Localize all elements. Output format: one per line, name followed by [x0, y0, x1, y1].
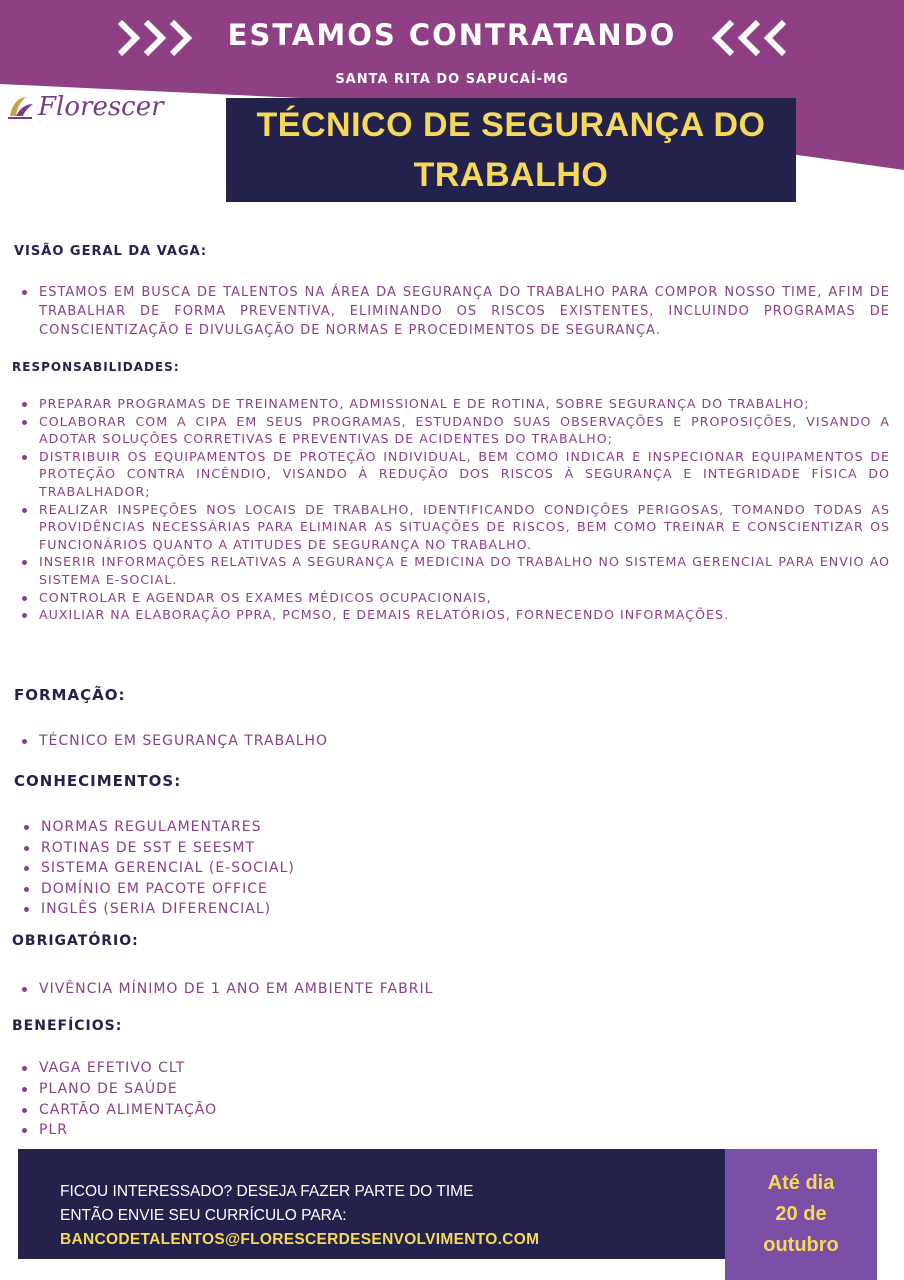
list-item: VAGA EFETIVO CLT	[22, 1058, 217, 1079]
list-item: VIVÊNCIA MÍNIMO DE 1 ANO EM AMBIENTE FABRIL	[22, 979, 433, 999]
benefits-heading: BENEFÍCIOS:	[12, 1018, 123, 1034]
list-item: NORMAS REGULAMENTARES	[24, 817, 295, 838]
job-title-line2: TRABALHO	[413, 156, 609, 194]
overview-heading: VISÃO GERAL DA VAGA:	[14, 244, 208, 259]
list-item: DISTRIBUIR OS EQUIPAMENTOS DE PROTEÇÃO INDIVIDUAL, BEM COMO INDICAR E INSPECIONAR EQUIPAMENTOS DE PROTEÇÃO CONTRA INCÊNDIO, VISANDO À REDUÇÃO DOS RISCOS À SEGURANÇA E INTEGRIDADE FÍSICA DO TRABALHADOR;	[22, 448, 890, 501]
logo-text: Florescer	[38, 92, 164, 122]
contact-email[interactable]: BANCODETALENTOS@FLORESCERDESENVOLVIMENTO.COM	[60, 1231, 540, 1248]
footer-line1: FICOU INTERESSADO? DESEJA FAZER PARTE DO TIME	[60, 1183, 474, 1200]
location: SANTA RITA DO SAPUCAÍ-MG	[335, 72, 569, 87]
list-item: ESTAMOS EM BUSCA DE TALENTOS NA ÁREA DA SEGURANÇA DO TRABALHO PARA COMPOR NOSSO TIME, AFIM DE TRABALHAR DE FORMA PREVENTIVA, ELIMINANDO OS RISCOS EXISTENTES, INCLUINDO PROGRAMAS DE CONSCIENTIZAÇÃO E DIVULGAÇÃO DE NORMAS E PROCEDIMENTOS DE SEGURANÇA.	[22, 283, 890, 340]
list-item: TÉCNICO EM SEGURANÇA TRABALHO	[22, 731, 328, 751]
required-heading: OBRIGATÓRIO:	[12, 933, 139, 949]
list-item: DOMÍNIO EM PACOTE OFFICE	[24, 879, 295, 900]
required-list	[22, 979, 433, 999]
overview-list	[22, 283, 890, 340]
footer-line2: ENTÃO ENVIE SEU CURRÍCULO PARA:	[60, 1207, 347, 1224]
list-item: AUXILIAR NA ELABORAÇÃO PPRA, PCMSO, E DEMAIS RELATÓRIOS, FORNECENDO INFORMAÇÕES.	[22, 606, 890, 624]
list-item: COLABORAR COM A CIPA EM SEUS PROGRAMAS, ESTUDANDO SUAS OBSERVAÇÕES E PROPOSIÇÕES, VISANDO A ADOTAR SOLUÇÕES CORRETIVAS E PREVENTIVAS DE ACIDENTES DO TRABALHO;	[22, 413, 890, 448]
logo	[6, 92, 164, 122]
list-item: REALIZAR INSPEÇÕES NOS LOCAIS DE TRABALHO, IDENTIFICANDO CONDIÇÕES PERIGOSAS, TOMANDO TODAS AS PROVIDÊNCIAS NECESSÁRIAS PARA ELIMINAR AS SITUAÇÕES DE RISCOS, BEM COMO TREINAR E CONSCIENTIZAR OS FUNCIONÁRIOS QUANTO A ATITUDES DE SEGURANÇA NO TRABALHO.	[22, 501, 890, 554]
list-item: CARTÃO ALIMENTAÇÃO	[22, 1100, 217, 1121]
chevrons-left-icon	[706, 16, 788, 64]
list-item: CONTROLAR E AGENDAR OS EXAMES MÉDICOS OCUPACIONAIS,	[22, 589, 890, 607]
deadline-badge	[725, 1149, 877, 1280]
deadline-line2: 20 de	[775, 1203, 827, 1225]
list-item: PLANO DE SAÚDE	[22, 1079, 217, 1100]
knowledge-list	[24, 817, 295, 920]
job-title-line1: TÉCNICO DE SEGURANÇA DO	[256, 106, 766, 144]
list-item: PREPARAR PROGRAMAS DE TREINAMENTO, ADMISSIONAL E DE ROTINA, SOBRE SEGURANÇA DO TRABALHO;	[22, 395, 890, 413]
knowledge-heading: CONHECIMENTOS:	[14, 772, 182, 790]
logo-flower-icon	[6, 94, 36, 120]
education-heading: FORMAÇÃO:	[14, 686, 126, 704]
job-title	[257, 100, 766, 200]
list-item: INSERIR INFORMAÇÕES RELATIVAS A SEGURANÇA E MEDICINA DO TRABALHO NO SISTEMA GERENCIAL PARA ENVIO AO SISTEMA E-SOCIAL.	[22, 553, 890, 588]
responsibilities-heading: RESPONSABILIDADES:	[12, 360, 180, 374]
list-item: INGLÊS (SERIA DIFERENCIAL)	[24, 899, 295, 920]
deadline-line1: Até dia	[767, 1172, 835, 1194]
job-title-box	[226, 98, 796, 202]
list-item: PLR	[22, 1120, 217, 1141]
list-item: SISTEMA GERENCIAL (E-SOCIAL)	[24, 858, 295, 879]
headline: ESTAMOS CONTRATANDO	[227, 18, 677, 52]
list-item: ROTINAS DE SST E SEESMT	[24, 838, 295, 859]
footer-text	[60, 1180, 539, 1252]
benefits-list	[22, 1058, 217, 1141]
responsibilities-list	[22, 395, 890, 624]
deadline-line3: outubro	[763, 1234, 839, 1256]
education-list	[22, 731, 328, 751]
